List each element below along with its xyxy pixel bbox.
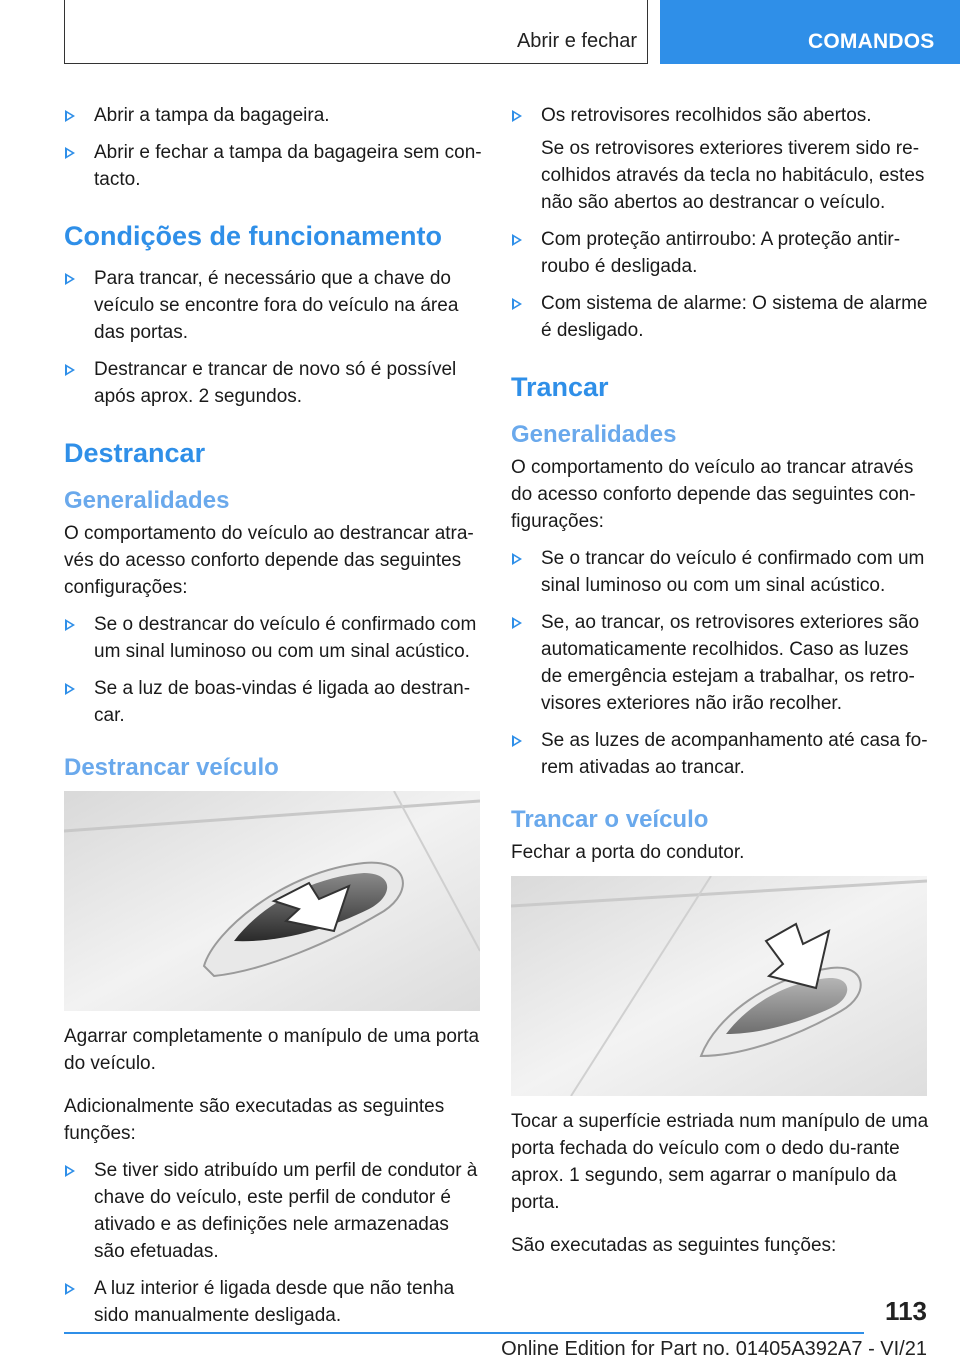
triangle-bullet-icon: [512, 234, 522, 246]
general-paragraph: O comportamento do veículo ao destrancar atra-vés do acesso conforto depende das seguintes configurações:: [64, 523, 474, 598]
header-section-box: [64, 0, 648, 64]
touch-paragraph: Tocar a superfície estriada num manípulo de uma porta fechada do veículo com o dedo du-rante aprox. 1 segundo, sem agarrar o manípulo da porta.: [511, 1111, 929, 1213]
list-item: Os retrovisores recolhidos são abertos.: [511, 102, 929, 129]
triangle-bullet-icon: [65, 110, 75, 122]
unlock-paragraph: Agarrar completamente o manípulo de uma porta do veículo.: [64, 1026, 480, 1074]
heading-unlock: Destrancar: [64, 438, 206, 468]
triangle-bullet-icon: [65, 619, 75, 631]
list-item: Se o destrancar do veículo é confirmado com um sinal luminoso ou com um sinal acústico.: [64, 611, 482, 665]
door-handle-touch-photo: [511, 876, 927, 1096]
list-item: Destrancar e trancar de novo só é possível após aprox. 2 segundos.: [64, 356, 482, 410]
triangle-bullet-icon: [65, 364, 75, 376]
list-item: Abrir a tampa da bagageira.: [64, 102, 482, 129]
footer-divider: [64, 1332, 864, 1334]
triangle-bullet-icon: [65, 273, 75, 285]
header-section-title: Abrir e fechar: [516, 30, 637, 52]
right-column: [511, 102, 929, 1269]
triangle-bullet-icon: [512, 735, 522, 747]
heading-conditions: Condições de funcionamento: [64, 221, 443, 251]
heading-lock-vehicle: Trancar o veículo: [511, 806, 709, 833]
heading-unlock-vehicle: Destrancar veículo: [64, 754, 279, 781]
heading-general: Generalidades: [511, 421, 677, 448]
left-column: [64, 102, 482, 1339]
list-item: Se o trancar do veículo é confirmado com um sinal luminoso ou com um sinal acústico.: [511, 545, 929, 599]
triangle-bullet-icon: [512, 617, 522, 629]
list-item: Se, ao trancar, os retrovisores exteriores são automaticamente recolhidos. Caso as luzes de emergência estejam a trabalhar, os retro-visores exteriores não irão recolher.: [511, 609, 929, 717]
header-chapter-tab: [660, 0, 960, 64]
list-item: Com sistema de alarme: O sistema de alarme é desligado.: [511, 290, 929, 344]
footer-edition: Online Edition for Part no. 01405A392A7 - VI/21: [501, 1338, 927, 1360]
mirror-note: Se os retrovisores exteriores tiverem sido re-colhidos através da tecla no habitáculo, estes não são abertos ao destrancar o veículo.: [541, 138, 925, 213]
list-item: Se as luzes de acompanhamento até casa fo-rem ativadas ao trancar.: [511, 727, 929, 781]
list-item: Abrir e fechar a tampa da bagageira sem con-tacto.: [64, 139, 482, 193]
triangle-bullet-icon: [512, 110, 522, 122]
functions-paragraph: São executadas as seguintes funções:: [511, 1235, 837, 1256]
close-door-paragraph: Fechar a porta do condutor.: [511, 842, 745, 863]
heading-lock: Trancar: [511, 372, 609, 402]
heading-general: Generalidades: [64, 487, 230, 514]
list-item: Se tiver sido atribuído um perfil de condutor à chave do veículo, este perfil de condutor é ativado e as definições nele armazenadas são efetuadas.: [64, 1157, 482, 1265]
list-item: Para trancar, é necessário que a chave do veículo se encontre fora do veículo na área das portas.: [64, 265, 482, 346]
list-item: Com proteção antirroubo: A proteção antir-roubo é desligada.: [511, 226, 929, 280]
triangle-bullet-icon: [65, 1165, 75, 1177]
functions-paragraph: Adicionalmente são executadas as seguintes funções:: [64, 1096, 445, 1144]
list-item: A luz interior é ligada desde que não tenha sido manualmente desligada.: [64, 1275, 482, 1329]
triangle-bullet-icon: [65, 683, 75, 695]
triangle-bullet-icon: [512, 553, 522, 565]
triangle-bullet-icon: [65, 1283, 75, 1295]
list-item: Se a luz de boas-vindas é ligada ao destran-car.: [64, 675, 482, 729]
triangle-bullet-icon: [512, 298, 522, 310]
general-paragraph: O comportamento do veículo ao trancar através do acesso conforto depende das seguintes con-figurações:: [511, 457, 916, 532]
door-handle-grip-photo: [64, 791, 480, 1011]
triangle-bullet-icon: [65, 147, 75, 159]
header-chapter-title: COMANDOS: [808, 30, 935, 53]
page-number: 113: [885, 1296, 927, 1326]
